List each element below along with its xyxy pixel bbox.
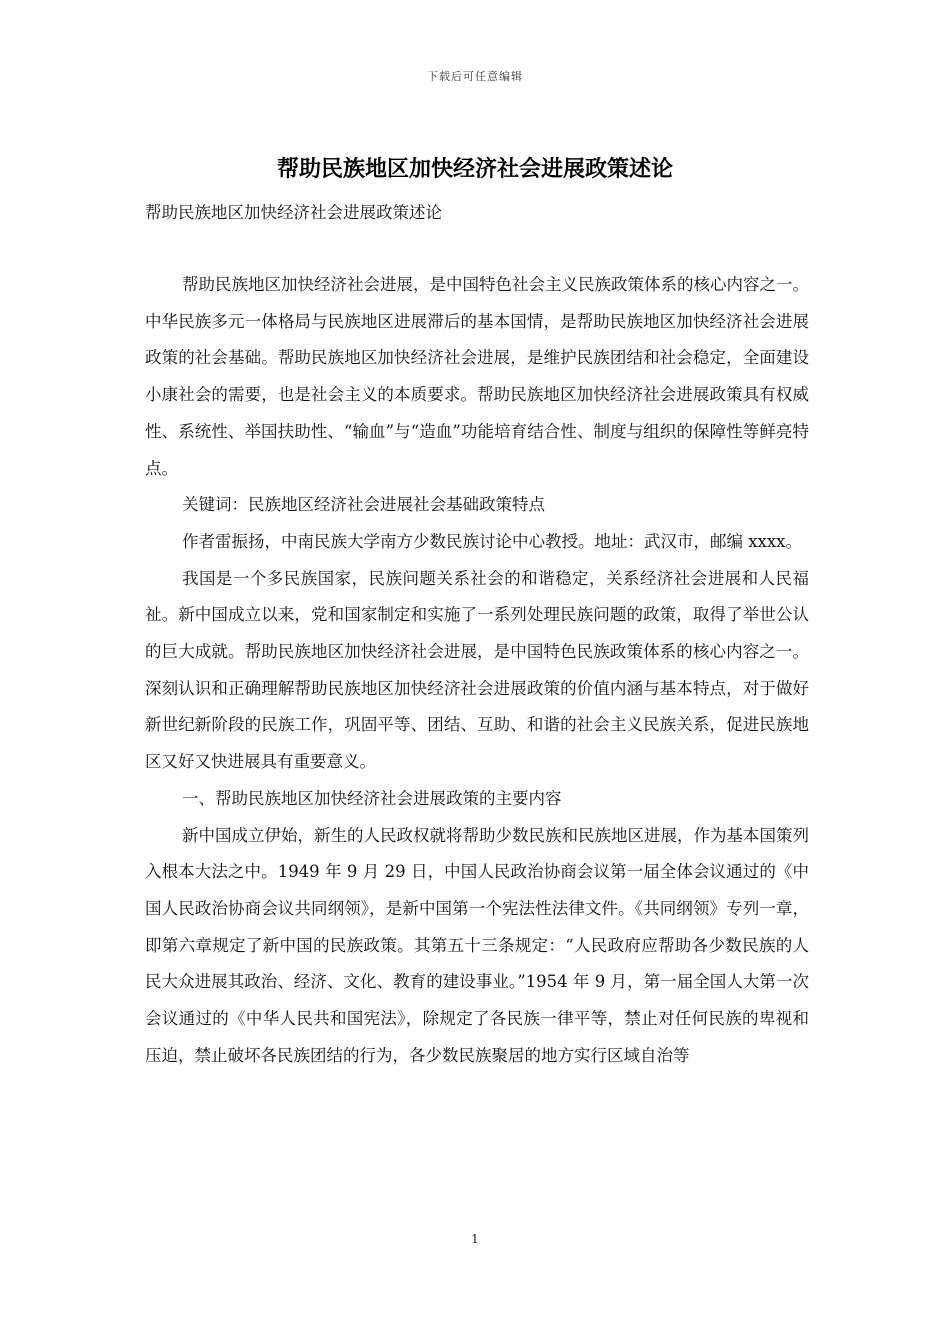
intro-paragraph: 我国是一个多民族国家，民族问题关系社会的和谐稳定，关系经济社会进展和人民福祉。新中国成立以来，党和国家制定和实施了一系列处理民族问题的政策，取得了举世公认的巨大成就。帮助民族地区加快经济社会进展，是中国特色民族政策体系的核心内容之一。深刻认识和正确理解帮助民族地区加快经济社会进展政策的价值内涵与基本特点，对于做好新世纪新阶段的民族工作，巩固平等、团结、互助、和谐的社会主义民族关系，促进民族地区又好又快进展具有重要意义。 bbox=[145, 568, 809, 772]
header-note: 下载后可任意编辑 bbox=[427, 70, 523, 83]
body-text bbox=[145, 267, 809, 1074]
page-number: 1 bbox=[471, 1232, 479, 1246]
abstract-paragraph: 帮助民族地区加快经济社会进展，是中国特色社会主义民族政策体系的核心内容之一。中华民族多元一体格局与民族地区进展滞后的基本国情，是帮助民族地区加快经济社会进展政策的社会基础。帮助民族地区加快经济社会进展，是维护民族团结和社会稳定，全面建设小康社会的需要，也是社会主义的本质要求。帮助民族地区加快经济社会进展政策具有权威性、系统性、举国扶助性、“输血”与“造血”功能培育结合性、制度与组织的保障性等鲜亮特点。 bbox=[145, 275, 809, 478]
document-subtitle: 帮助民族地区加快经济社会进展政策述论 bbox=[145, 203, 442, 222]
section-paragraph: 新中国成立伊始，新生的人民政权就将帮助少数民族和民族地区进展，作为基本国策列入根本大法之中。1949 年 9 月 29 日，中国人民政治协商会议第一届全体会议通过的《中国人民政治协商会议共同纲领》，是新中国第一个宪法性法律文件。《共同纲领》专列一章，即第六章规定了新中国的民族政策。其第五十三条规定：“人民政府应帮助各少数民族的人民大众进展其政治、经济、文化、教育的建设事业。”1954 年 9 月，第一届全国人大第一次会议通过的《中华人民共和国宪法》，除规定了各民族一律平等，禁止对任何民族的卑视和压迫，禁止破坏各民族团结的行为，各少数民族聚居的地方实行区域自治等 bbox=[145, 825, 809, 1065]
section-heading: 一、帮助民族地区加快经济社会进展政策的主要内容 bbox=[182, 788, 562, 808]
keywords-paragraph: 关键词：民族地区经济社会进展社会基础政策特点 bbox=[182, 495, 545, 515]
document-title: 帮助民族地区加快经济社会进展政策述论 bbox=[276, 157, 673, 182]
author-paragraph: 作者雷振扬，中南民族大学南方少数民族讨论中心教授。地址：武汉市，邮编 xxxx。 bbox=[182, 531, 802, 551]
